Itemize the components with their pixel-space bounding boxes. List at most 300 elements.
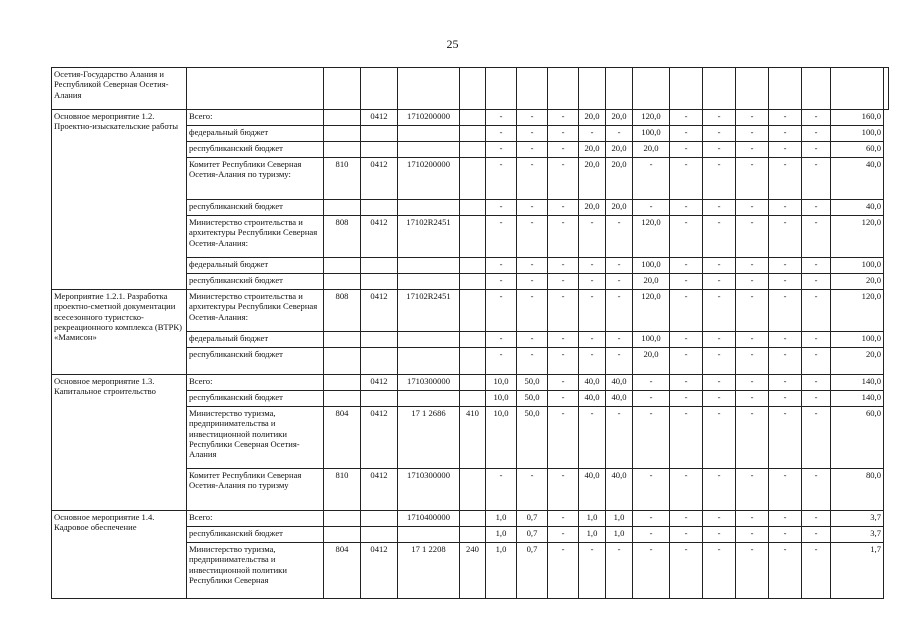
total-value-cell: 160,0 — [831, 110, 884, 126]
year-value-cell: - — [769, 375, 802, 391]
year-value-cell: 40,0 — [579, 469, 606, 511]
year-value-cell: - — [486, 142, 517, 158]
year-value-cell: - — [703, 543, 736, 599]
table-row — [52, 375, 889, 391]
year-value-cell: - — [548, 511, 579, 527]
total-value-cell: 20,0 — [831, 274, 884, 290]
year-value-cell: - — [486, 332, 517, 348]
grbs-code-cell — [324, 527, 361, 543]
year-value-cell: - — [769, 527, 802, 543]
vr-code-cell — [460, 511, 486, 527]
year-value-cell: - — [579, 290, 606, 332]
vr-code-cell — [460, 258, 486, 274]
year-value-cell: - — [606, 332, 633, 348]
funding-source-cell: республиканский бюджет — [187, 200, 324, 216]
year-value-cell: 100,0 — [633, 258, 670, 274]
year-value-cell: - — [548, 258, 579, 274]
year-value-cell: - — [579, 126, 606, 142]
year-value-cell: - — [769, 543, 802, 599]
year-value-cell: 1,0 — [486, 527, 517, 543]
year-value-cell: - — [517, 200, 548, 216]
vr-code-cell: 410 — [460, 407, 486, 469]
year-value-cell: - — [548, 391, 579, 407]
year-value-cell: - — [579, 258, 606, 274]
year-value-cell: - — [606, 274, 633, 290]
vr-code-cell — [460, 375, 486, 391]
year-value-cell: - — [486, 290, 517, 332]
year-value-cell: 1,0 — [579, 511, 606, 527]
year-value-cell: - — [802, 543, 831, 599]
year-value-cell: - — [548, 110, 579, 126]
year-value-cell: - — [736, 158, 769, 200]
year-value-cell: - — [606, 290, 633, 332]
page-number: 25 — [446, 37, 459, 51]
csr-code-cell: 17102R2451 — [398, 216, 460, 258]
csr-code-cell: 1710200000 — [398, 110, 460, 126]
vr-code-cell — [460, 126, 486, 142]
year-value-cell: - — [670, 110, 703, 126]
year-value-cell: 50,0 — [517, 407, 548, 469]
year-value-cell: - — [736, 407, 769, 469]
funding-source-cell: Министерство строительства и архитектуры Республики Северная Осетия-Алания: — [187, 216, 324, 258]
funding-source-cell: федеральный бюджет — [187, 126, 324, 142]
year-value-cell: - — [802, 258, 831, 274]
year-value-cell: 40,0 — [606, 391, 633, 407]
year-value-cell: 40,0 — [579, 375, 606, 391]
grbs-code-cell — [324, 375, 361, 391]
year-value-cell: - — [670, 158, 703, 200]
funding-source-cell: федеральный бюджет — [187, 332, 324, 348]
year-value-cell: 1,0 — [606, 527, 633, 543]
year-value-cell: - — [736, 511, 769, 527]
year-value-cell: - — [606, 216, 633, 258]
year-value-cell: - — [769, 142, 802, 158]
vr-code-cell — [460, 527, 486, 543]
rzpr-code-cell — [361, 332, 398, 348]
year-value-cell: - — [736, 216, 769, 258]
year-value-cell: 10,0 — [486, 407, 517, 469]
year-value-cell: 100,0 — [633, 332, 670, 348]
table-row — [52, 110, 889, 126]
year-value-cell: - — [736, 543, 769, 599]
year-value-cell: - — [736, 290, 769, 332]
year-value-cell: 20,0 — [579, 110, 606, 126]
grbs-code-cell — [324, 142, 361, 158]
year-value-cell: - — [517, 258, 548, 274]
year-value-cell: - — [736, 274, 769, 290]
funding-source-cell: Комитет Республики Северная Осетия-Алания по туризму — [187, 469, 324, 511]
year-value-cell: - — [517, 332, 548, 348]
year-value-cell: - — [517, 274, 548, 290]
rzpr-code-cell: 0412 — [361, 158, 398, 200]
grbs-code-cell: 804 — [324, 543, 361, 599]
csr-code-cell — [398, 527, 460, 543]
table-row — [52, 511, 889, 527]
total-value-cell — [884, 68, 889, 110]
grbs-code-cell: 804 — [324, 407, 361, 469]
funding-source-cell: республиканский бюджет — [187, 274, 324, 290]
year-value-cell: 40,0 — [579, 391, 606, 407]
year-value-cell: - — [517, 469, 548, 511]
year-value-cell: - — [548, 348, 579, 375]
year-value-cell: - — [579, 348, 606, 375]
year-value-cell: - — [703, 527, 736, 543]
year-value-cell: - — [769, 158, 802, 200]
year-value-cell: - — [486, 158, 517, 200]
year-value-cell: 120,0 — [633, 216, 670, 258]
year-value-cell: - — [703, 216, 736, 258]
year-value-cell: - — [703, 469, 736, 511]
year-value-cell: - — [703, 126, 736, 142]
total-value-cell: 60,0 — [831, 407, 884, 469]
year-value-cell: - — [703, 511, 736, 527]
year-value-cell: - — [736, 527, 769, 543]
year-value-cell: - — [606, 348, 633, 375]
year-value-cell — [736, 68, 769, 110]
year-value-cell: - — [736, 142, 769, 158]
year-value-cell: 20,0 — [579, 142, 606, 158]
year-value-cell: - — [802, 274, 831, 290]
year-value-cell: 1,0 — [486, 511, 517, 527]
rzpr-code-cell — [361, 348, 398, 375]
year-value-cell: - — [802, 110, 831, 126]
year-value-cell: - — [736, 126, 769, 142]
year-value-cell: - — [736, 200, 769, 216]
year-value-cell: 1,0 — [579, 527, 606, 543]
year-value-cell: 20,0 — [606, 142, 633, 158]
year-value-cell: - — [769, 407, 802, 469]
measure-name-cell: Мероприятие 1.2.1. Разработка проектно-сметной документации всесезонного туристско-рекреационного комплекса (ВТРК) «Мамисон» — [52, 290, 187, 375]
funding-source-cell: Всего: — [187, 511, 324, 527]
year-value-cell: 10,0 — [486, 391, 517, 407]
rzpr-code-cell — [361, 258, 398, 274]
year-value-cell: - — [802, 290, 831, 332]
year-value-cell — [802, 68, 831, 110]
year-value-cell: - — [670, 391, 703, 407]
year-value-cell: - — [769, 126, 802, 142]
vr-code-cell — [460, 110, 486, 126]
year-value-cell: - — [736, 258, 769, 274]
csr-code-cell: 1710300000 — [398, 375, 460, 391]
year-value-cell: - — [703, 407, 736, 469]
grbs-code-cell: 808 — [324, 290, 361, 332]
table-row — [52, 68, 889, 110]
year-value-cell: 120,0 — [633, 290, 670, 332]
year-value-cell: - — [769, 469, 802, 511]
total-value-cell: 80,0 — [831, 469, 884, 511]
year-value-cell: - — [548, 274, 579, 290]
funding-source-cell: Министерство туризма, предпринимательства и инвестиционной политики Республики Северная Осетия-Алания — [187, 407, 324, 469]
year-value-cell: - — [802, 407, 831, 469]
year-value-cell: - — [736, 375, 769, 391]
total-value-cell: 3,7 — [831, 511, 884, 527]
funding-source-cell: Всего: — [187, 375, 324, 391]
grbs-code-cell — [324, 274, 361, 290]
grbs-code-cell: 810 — [324, 158, 361, 200]
total-value-cell: 40,0 — [831, 158, 884, 200]
year-value-cell: - — [670, 216, 703, 258]
year-value-cell: - — [802, 348, 831, 375]
vr-code-cell — [460, 142, 486, 158]
csr-code-cell — [398, 258, 460, 274]
year-value-cell: - — [802, 332, 831, 348]
year-value-cell: - — [802, 216, 831, 258]
csr-code-cell: 17 1 2686 — [398, 407, 460, 469]
year-value-cell: - — [769, 274, 802, 290]
year-value-cell: - — [703, 274, 736, 290]
year-value-cell: - — [670, 543, 703, 599]
year-value-cell: - — [486, 274, 517, 290]
grbs-code-cell — [324, 110, 361, 126]
funding-source-cell: республиканский бюджет — [187, 527, 324, 543]
year-value-cell: - — [670, 126, 703, 142]
year-value-cell: - — [517, 216, 548, 258]
measure-name-cell: Осетия-Государство Алания и Республикой Северная Осетия-Алания — [52, 68, 187, 110]
funding-source-cell: республиканский бюджет — [187, 391, 324, 407]
year-value-cell: - — [670, 527, 703, 543]
table-row — [52, 290, 889, 332]
total-value-cell: 1,7 — [831, 543, 884, 599]
year-value-cell: - — [606, 543, 633, 599]
year-value-cell: - — [736, 332, 769, 348]
vr-code-cell — [460, 348, 486, 375]
year-value-cell: - — [633, 527, 670, 543]
year-value-cell: - — [703, 332, 736, 348]
csr-code-cell: 1710200000 — [398, 158, 460, 200]
year-value-cell: - — [802, 126, 831, 142]
year-value-cell: 40,0 — [606, 469, 633, 511]
year-value-cell: - — [606, 126, 633, 142]
year-value-cell: - — [548, 375, 579, 391]
csr-code-cell — [398, 200, 460, 216]
year-value-cell: - — [670, 142, 703, 158]
rzpr-code-cell — [361, 68, 398, 110]
rzpr-code-cell — [361, 142, 398, 158]
year-value-cell: - — [802, 469, 831, 511]
rzpr-code-cell: 0412 — [361, 407, 398, 469]
year-value-cell: 1,0 — [486, 543, 517, 599]
csr-code-cell — [398, 68, 460, 110]
year-value-cell: 0,7 — [517, 527, 548, 543]
year-value-cell: - — [548, 407, 579, 469]
year-value-cell: - — [548, 332, 579, 348]
grbs-code-cell — [324, 391, 361, 407]
year-value-cell: - — [703, 142, 736, 158]
year-value-cell: 40,0 — [606, 375, 633, 391]
csr-code-cell — [398, 332, 460, 348]
rzpr-code-cell: 0412 — [361, 216, 398, 258]
year-value-cell: - — [517, 348, 548, 375]
rzpr-code-cell: 0412 — [361, 469, 398, 511]
rzpr-code-cell: 0412 — [361, 110, 398, 126]
year-value-cell: - — [769, 258, 802, 274]
funding-source-cell: Министерство туризма, предпринимательства и инвестиционной политики Республики Северная — [187, 543, 324, 599]
funding-source-cell: Комитет Республики Северная Осетия-Алания по туризму: — [187, 158, 324, 200]
year-value-cell: - — [736, 110, 769, 126]
year-value-cell: - — [486, 258, 517, 274]
rzpr-code-cell: 0412 — [361, 375, 398, 391]
year-value-cell — [769, 68, 802, 110]
year-value-cell: 20,0 — [606, 200, 633, 216]
rzpr-code-cell — [361, 126, 398, 142]
year-value-cell: - — [633, 469, 670, 511]
year-value-cell: - — [703, 110, 736, 126]
year-value-cell: - — [670, 258, 703, 274]
funding-source-cell: федеральный бюджет — [187, 258, 324, 274]
vr-code-cell — [460, 158, 486, 200]
vr-code-cell — [460, 332, 486, 348]
year-value-cell: - — [670, 274, 703, 290]
year-value-cell: - — [670, 407, 703, 469]
year-value-cell: - — [548, 126, 579, 142]
vr-code-cell — [460, 469, 486, 511]
year-value-cell: - — [579, 216, 606, 258]
budget-table — [51, 67, 889, 599]
year-value-cell: 20,0 — [606, 110, 633, 126]
year-value-cell: - — [486, 469, 517, 511]
year-value-cell: - — [548, 216, 579, 258]
year-value-cell — [670, 68, 703, 110]
year-value-cell: 20,0 — [579, 158, 606, 200]
vr-code-cell — [460, 290, 486, 332]
rzpr-code-cell — [361, 511, 398, 527]
year-value-cell: - — [486, 126, 517, 142]
rzpr-code-cell — [361, 391, 398, 407]
year-value-cell — [703, 68, 736, 110]
year-value-cell: - — [670, 348, 703, 375]
year-value-cell — [579, 68, 606, 110]
vr-code-cell: 240 — [460, 543, 486, 599]
grbs-code-cell — [324, 200, 361, 216]
year-value-cell — [486, 68, 517, 110]
year-value-cell: - — [548, 469, 579, 511]
year-value-cell: 10,0 — [486, 375, 517, 391]
year-value-cell: - — [517, 110, 548, 126]
csr-code-cell — [398, 142, 460, 158]
year-value-cell — [517, 68, 548, 110]
year-value-cell: - — [517, 126, 548, 142]
rzpr-code-cell — [361, 200, 398, 216]
grbs-code-cell — [324, 511, 361, 527]
total-value-cell: 100,0 — [831, 332, 884, 348]
funding-source-cell: республиканский бюджет — [187, 142, 324, 158]
year-value-cell: - — [802, 142, 831, 158]
year-value-cell: - — [548, 527, 579, 543]
total-value-cell: 20,0 — [831, 348, 884, 375]
year-value-cell: 20,0 — [633, 274, 670, 290]
year-value-cell: 20,0 — [633, 142, 670, 158]
vr-code-cell — [460, 216, 486, 258]
year-value-cell: 1,0 — [606, 511, 633, 527]
year-value-cell — [633, 68, 670, 110]
grbs-code-cell: 810 — [324, 469, 361, 511]
year-value-cell: - — [670, 290, 703, 332]
grbs-code-cell — [324, 348, 361, 375]
year-value-cell: - — [769, 391, 802, 407]
year-value-cell: - — [548, 142, 579, 158]
year-value-cell: - — [633, 375, 670, 391]
year-value-cell: - — [486, 200, 517, 216]
year-value-cell: - — [486, 110, 517, 126]
total-value-cell: 140,0 — [831, 375, 884, 391]
year-value-cell: - — [703, 158, 736, 200]
measure-name-cell: Основное мероприятие 1.2. Проектно-изыскательские работы — [52, 110, 187, 290]
year-value-cell: - — [769, 110, 802, 126]
year-value-cell: 20,0 — [579, 200, 606, 216]
vr-code-cell — [460, 274, 486, 290]
year-value-cell: 0,7 — [517, 511, 548, 527]
year-value-cell: - — [769, 511, 802, 527]
csr-code-cell: 17 1 2208 — [398, 543, 460, 599]
total-value-cell: 100,0 — [831, 126, 884, 142]
grbs-code-cell — [324, 332, 361, 348]
grbs-code-cell — [324, 68, 361, 110]
year-value-cell: - — [548, 290, 579, 332]
year-value-cell: - — [606, 407, 633, 469]
year-value-cell — [548, 68, 579, 110]
measure-name-cell: Основное мероприятие 1.3. Капитальное строительство — [52, 375, 187, 511]
year-value-cell: - — [486, 216, 517, 258]
vr-code-cell — [460, 391, 486, 407]
year-value-cell: - — [633, 158, 670, 200]
year-value-cell: - — [703, 391, 736, 407]
year-value-cell: - — [802, 391, 831, 407]
total-value-cell: 100,0 — [831, 258, 884, 274]
year-value-cell: - — [736, 391, 769, 407]
year-value-cell: - — [633, 543, 670, 599]
year-value-cell — [831, 68, 884, 110]
year-value-cell: 20,0 — [606, 158, 633, 200]
year-value-cell: - — [548, 158, 579, 200]
grbs-code-cell — [324, 258, 361, 274]
year-value-cell: - — [769, 216, 802, 258]
total-value-cell: 120,0 — [831, 216, 884, 258]
rzpr-code-cell: 0412 — [361, 543, 398, 599]
year-value-cell: - — [703, 375, 736, 391]
year-value-cell: - — [579, 543, 606, 599]
grbs-code-cell — [324, 126, 361, 142]
csr-code-cell — [398, 126, 460, 142]
year-value-cell: - — [633, 200, 670, 216]
year-value-cell: - — [802, 375, 831, 391]
csr-code-cell — [398, 391, 460, 407]
year-value-cell: - — [606, 258, 633, 274]
year-value-cell: 50,0 — [517, 391, 548, 407]
year-value-cell: 20,0 — [633, 348, 670, 375]
year-value-cell: - — [670, 375, 703, 391]
total-value-cell: 140,0 — [831, 391, 884, 407]
year-value-cell: 0,7 — [517, 543, 548, 599]
rzpr-code-cell — [361, 527, 398, 543]
funding-source-cell: Всего: — [187, 110, 324, 126]
funding-source-cell: республиканский бюджет — [187, 348, 324, 375]
year-value-cell: - — [517, 290, 548, 332]
year-value-cell: - — [769, 200, 802, 216]
year-value-cell: - — [802, 527, 831, 543]
year-value-cell: - — [670, 200, 703, 216]
year-value-cell: - — [548, 543, 579, 599]
year-value-cell: - — [633, 391, 670, 407]
year-value-cell: - — [736, 469, 769, 511]
year-value-cell: 120,0 — [633, 110, 670, 126]
total-value-cell: 120,0 — [831, 290, 884, 332]
year-value-cell: - — [802, 511, 831, 527]
csr-code-cell: 1710400000 — [398, 511, 460, 527]
year-value-cell: - — [633, 407, 670, 469]
csr-code-cell: 1710300000 — [398, 469, 460, 511]
csr-code-cell: 17102R2451 — [398, 290, 460, 332]
grbs-code-cell: 808 — [324, 216, 361, 258]
